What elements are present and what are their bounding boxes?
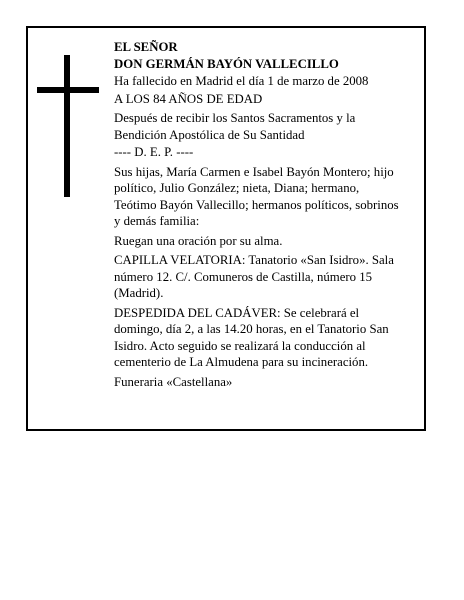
- rip-paragraph: [114, 144, 422, 161]
- family-paragraph: [114, 164, 422, 230]
- paragraph-line: Isidro. Acto seguido se realizará la conducción al: [114, 338, 366, 353]
- obituary-text: [114, 39, 422, 390]
- paragraph-line: Funeraria «Castellana»: [114, 374, 233, 389]
- latin-cross-icon: [37, 55, 99, 197]
- paragraph-line: DESPEDIDA DEL CADÁVER: Se celebrará el: [114, 305, 360, 320]
- paragraph-line: domingo, día 2, a las 14.20 horas, en el Tanatorio San: [114, 322, 389, 336]
- chapel-paragraph: [114, 252, 422, 302]
- paragraph-line: Después de recibir los Santos Sacramentos y la: [114, 111, 356, 125]
- notice-title-line-1: EL SEÑOR: [114, 40, 178, 54]
- sacraments-paragraph: [114, 110, 422, 143]
- paragraph-line: A LOS 84 AÑOS DE EDAD: [114, 91, 263, 106]
- paragraph-line: Bendición Apostólica de Su Santidad: [114, 127, 305, 142]
- funeral-paragraph: [114, 305, 422, 371]
- paragraph-line: Ha fallecido en Madrid el día 1 de marzo de 2008: [114, 74, 369, 88]
- prayer-paragraph: [114, 233, 422, 250]
- age-paragraph: [114, 91, 422, 108]
- paragraph-line: ---- D. E. P. ----: [114, 145, 194, 159]
- paragraph-line: cementerio de La Almudena para su incineración.: [114, 355, 369, 369]
- paragraph-line: y demás familia:: [114, 214, 200, 228]
- paragraph-line: CAPILLA VELATORIA: Tanatorio «San Isidro». Sala: [114, 253, 394, 267]
- cross-vertical-bar: [64, 55, 70, 197]
- cross-horizontal-bar: [37, 87, 99, 93]
- paragraph-line: número 12. C/. Comuneros de Castilla, número 15: [114, 269, 373, 284]
- death-date-paragraph: [114, 73, 422, 90]
- paragraph-line: Ruegan una oración por su alma.: [114, 233, 283, 248]
- paragraph-line: político, Julio González; nieta, Diana; hermano,: [114, 181, 360, 195]
- funeral-home-paragraph: [114, 374, 422, 391]
- paragraph-line: (Madrid).: [114, 286, 164, 300]
- deceased-name: DON GERMÁN BAYÓN VALLECILLO: [114, 56, 339, 71]
- paragraph-line: Teótimo Bayón Vallecillo; hermanos políticos, sobrinos: [114, 197, 399, 212]
- paragraph-line: Sus hijas, María Carmen e Isabel Bayón Montero; hijo: [114, 164, 394, 179]
